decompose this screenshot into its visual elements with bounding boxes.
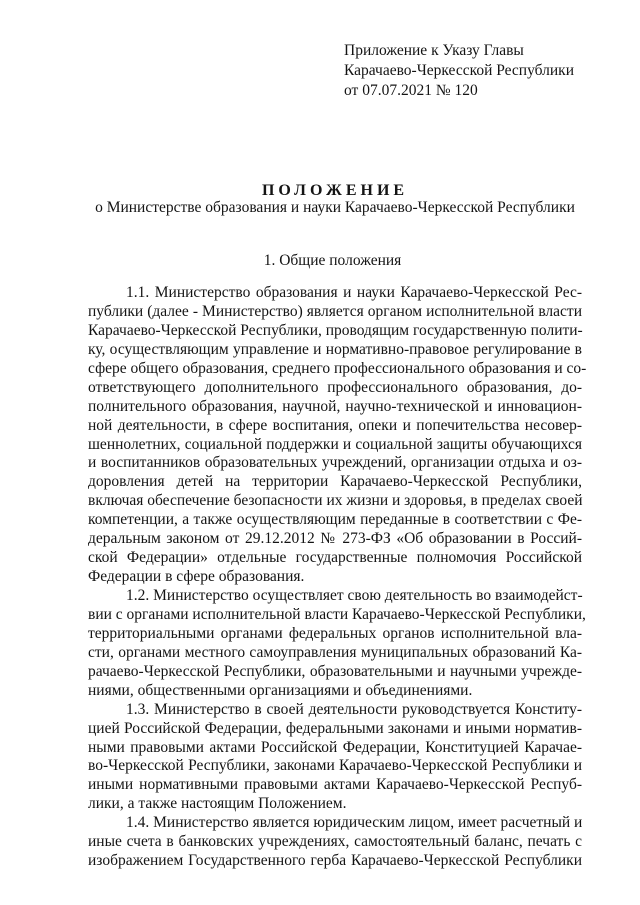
paragraph-line: рачаево-Черкесской Республики, образовательными и научными учрежде- <box>88 662 582 680</box>
paragraph-line: иные счета в банковских учреждениях, самостоятельный баланс, печать с <box>88 833 582 851</box>
paragraph-line: ку, осуществляющим управление и нормативно-правовое регулирование в <box>88 340 582 358</box>
paragraph-line: ниями, общественными организациями и объединениями. <box>88 681 473 699</box>
paragraph-line: изображением Государственного герба Карачаево-Черкесской Республики <box>88 852 582 870</box>
paragraph-line: 1.1. Министерство образования и науки Карачаево-Черкесской Рес- <box>126 284 582 301</box>
paragraph-line: 1.4. Министерство является юридическим лицом, имеет расчетный и <box>126 814 583 832</box>
paragraph <box>88 587 586 701</box>
paragraph-line: ответствующего дополнительного профессионального образования, до- <box>88 378 582 396</box>
paragraph-line: деральным законом от 29.12.2012 № 273-ФЗ «Об образовании в Россий- <box>88 530 582 548</box>
document-body <box>88 284 587 871</box>
paragraph-line: компетенции, а также осуществляющим переданные в соответствии с Фе- <box>88 511 582 529</box>
appendix-header <box>344 41 624 101</box>
appendix-line-1: Приложение к Указу Главы <box>344 42 524 59</box>
paragraph-line: лики, а также настоящим Положением. <box>88 795 347 813</box>
paragraph-line: ной деятельности, в сфере воспитания, опеки и попечительства несовер- <box>88 416 582 434</box>
paragraph-line: шеннолетних, социальной поддержки и социальной защиты обучающихся <box>88 435 582 453</box>
paragraph-line: Федерации в сфере образования. <box>88 568 305 586</box>
document-title: ПОЛОЖЕНИЕ <box>261 182 409 199</box>
paragraph-line: цией Российской Федерации, федеральными законами и иными норматив- <box>88 719 582 737</box>
paragraph-line: публики (далее - Министерство) является органом исполнительной власти <box>88 302 582 320</box>
paragraph <box>88 284 587 587</box>
paragraph-line: и воспитанников образовательных учреждений, организации отдыха и оз- <box>88 454 582 472</box>
paragraph-line: 1.3. Министерство в своей деятельности руководствуется Конститу- <box>126 700 582 718</box>
paragraph-line: территориальными органами федеральных органов исполнительной вла- <box>88 624 582 642</box>
paragraph-line: ской Федерации» отдельные государственные полномочия Российской <box>88 549 582 567</box>
paragraph <box>88 701 582 815</box>
paragraph-line: Карачаево-Черкесской Республики, проводящим государственную полити- <box>88 321 583 339</box>
paragraph-line: вии с органами исполнительной власти Карачаево-Черкесской Республики, <box>88 605 586 623</box>
paragraph-line: сти, органами местного самоуправления муниципальных образований Ка- <box>88 643 582 661</box>
paragraph-line: иными нормативными правовыми актами Карачаево-Черкесской Респуб- <box>88 776 582 794</box>
paragraph-line: полнительного образования, научной, научно-технической и инновацион- <box>88 397 582 415</box>
paragraph-line: включая обеспечение безопасности их жизни и здоровья, в пределах своей <box>88 492 583 510</box>
section-heading: 1. Общие положения <box>263 252 402 269</box>
paragraph-line: ными правовыми актами Российской Федерации, Конституцией Карачае- <box>88 738 582 756</box>
paragraph-line: 1.2. Министерство осуществляет свою деятельность во взаимодейст- <box>126 587 583 604</box>
appendix-line-2: Карачаево-Черкесской Республики <box>344 62 574 79</box>
document-subtitle: о Министерстве образования и науки Карачаево-Черкесской Республики <box>95 199 575 216</box>
paragraph-line: во-Черкесской Республики, законами Карачаево-Черкесской Республики и <box>88 757 582 775</box>
paragraph-line: доровления детей на территории Карачаево-Черкесской Республики, <box>88 473 582 491</box>
paragraph-line: сфере общего образования, среднего профессионального образования и со- <box>88 359 587 377</box>
paragraph <box>88 814 582 871</box>
appendix-line-3: от 07.07.2021 № 120 <box>344 82 478 99</box>
